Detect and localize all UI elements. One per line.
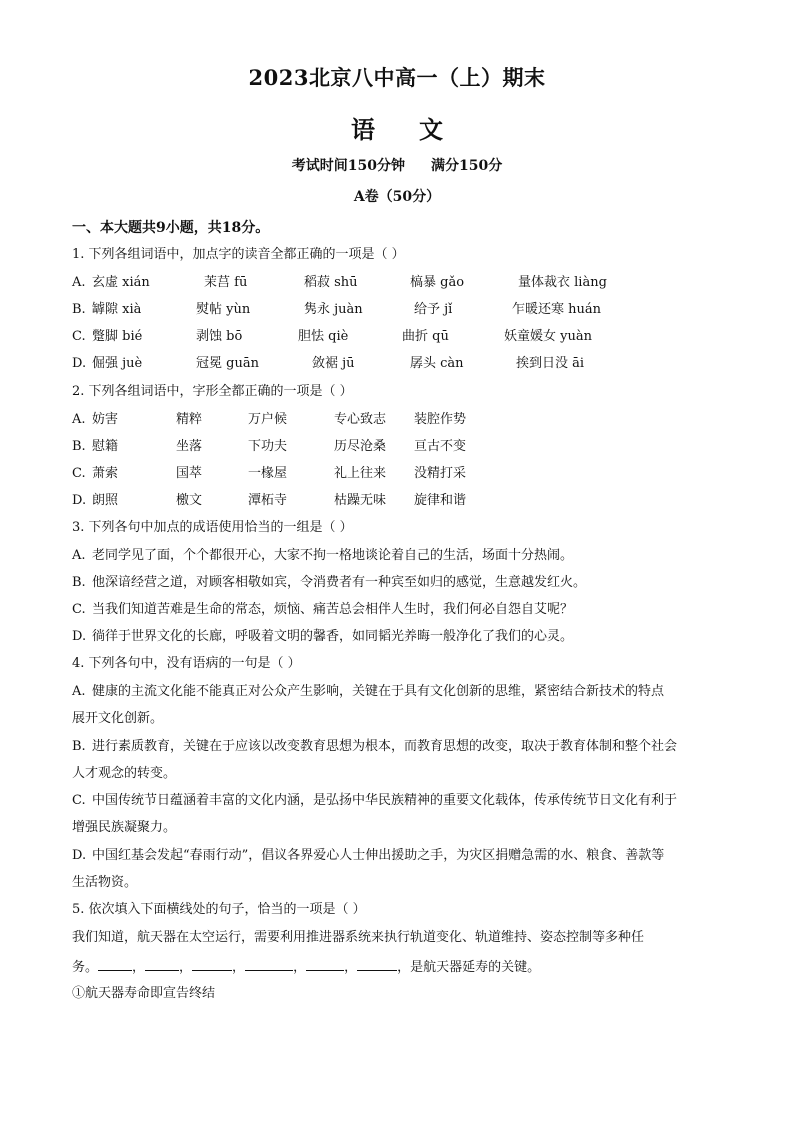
option-item: 一椽屋 bbox=[248, 466, 288, 481]
fill-blank-5 bbox=[306, 957, 344, 971]
option-item: 萧索 bbox=[92, 466, 119, 481]
q4-stem: 4. 下列各句中，没有语病的一句是（ ） bbox=[72, 656, 301, 671]
fill-blank-6 bbox=[357, 957, 397, 971]
q4-option-b-continued: 人才观念的转变。 bbox=[72, 766, 177, 781]
option-item: 罅隙 xià bbox=[92, 302, 142, 317]
option-item: 礼上往来 bbox=[334, 466, 387, 481]
separator: ， bbox=[344, 960, 358, 975]
option-text: 老同学见了面，个个都很开心，大家不拘一格地谈论着自己的生活，场面十分热闹。 bbox=[92, 548, 574, 563]
option-item: 冠冕 guān bbox=[196, 356, 259, 371]
option-label: B. bbox=[72, 439, 86, 454]
option-item: 下功夫 bbox=[248, 439, 288, 454]
option-item: 万户候 bbox=[248, 412, 288, 427]
q5-stem: 5. 依次填入下面横线处的句子，恰当的一项是（ ） bbox=[72, 902, 366, 917]
option-item: 精粹 bbox=[176, 412, 203, 427]
option-label: D. bbox=[72, 356, 87, 371]
option-item: 量体裁衣 liàng bbox=[518, 275, 607, 290]
option-label: D. bbox=[72, 848, 87, 863]
option-item: 装腔作势 bbox=[414, 412, 467, 427]
exam-title: 2023北京八中高一（上）期末 bbox=[248, 65, 546, 90]
passage-text: ，是航天器延寿的关键。 bbox=[397, 960, 541, 975]
q2-stem: 2. 下列各组词语中，字形全都正确的一项是（ ） bbox=[72, 384, 353, 399]
option-item: 稻菽 shū bbox=[304, 275, 358, 290]
option-item: 孱头 càn bbox=[410, 356, 464, 371]
option-item: 檄文 bbox=[176, 493, 203, 508]
option-label: B. bbox=[72, 302, 86, 317]
fill-blank-3 bbox=[192, 957, 232, 971]
fill-blank-2 bbox=[145, 957, 179, 971]
fill-blank-4 bbox=[245, 957, 293, 971]
option-text: 他深谙经营之道，对顾客相敬如宾，令消费者有一种宾至如归的感觉，生意越发红火。 bbox=[92, 575, 587, 590]
option-item: 没精打采 bbox=[414, 466, 467, 481]
option-label: C. bbox=[72, 602, 86, 617]
option-item: 妖童媛女 yuàn bbox=[504, 329, 592, 344]
option-item: 历尽沧桑 bbox=[334, 439, 387, 454]
option-label: A. bbox=[72, 684, 86, 699]
option-text: 中国红基会发起“春雨行动”，倡议各界爱心人士伸出援助之手，为灾区捐赠急需的水、粮食、善款等 bbox=[92, 848, 665, 863]
option-item: 坐落 bbox=[176, 439, 203, 454]
option-label: B. bbox=[72, 575, 86, 590]
option-item: 倔强 juè bbox=[92, 356, 143, 371]
exam-info bbox=[0, 155, 794, 175]
option-item: 蹩脚 bié bbox=[92, 329, 143, 344]
q1-stem: 1. 下列各组词语中，加点字的读音全都正确的一项是（ ） bbox=[72, 247, 405, 262]
option-item: 专心致志 bbox=[334, 412, 387, 427]
paper-part-label: A卷（50分） bbox=[353, 189, 441, 205]
option-item: 曲折 qū bbox=[402, 329, 449, 344]
exam-full-score: 满分150分 bbox=[431, 158, 503, 174]
q4-option-d-continued: 生活物资。 bbox=[72, 875, 138, 890]
option-item: 乍暖还寒 huán bbox=[512, 302, 602, 317]
q5-passage-line1: 我们知道，航天器在太空运行，需要利用推进器系统来执行轨道变化、轨道维持、姿态控制等多种任 bbox=[72, 930, 645, 945]
section-heading: 一、本大题共9小题，共18分。 bbox=[72, 220, 270, 236]
option-item: 玄虚 xián bbox=[92, 275, 150, 290]
separator: ， bbox=[179, 960, 193, 975]
fill-blank-1 bbox=[98, 957, 132, 971]
option-label: A. bbox=[72, 275, 86, 290]
option-label: C. bbox=[72, 466, 86, 481]
option-label: D. bbox=[72, 493, 87, 508]
option-label: C. bbox=[72, 329, 86, 344]
option-text: 当我们知道苦难是生命的常态，烦恼、痛苦总会相伴人生时，我们何必自怨自艾呢？ bbox=[92, 602, 574, 617]
option-label: D. bbox=[72, 629, 87, 644]
option-item: 剥蚀 bō bbox=[196, 329, 243, 344]
separator: ， bbox=[232, 960, 246, 975]
option-item: 熨帖 yùn bbox=[196, 302, 251, 317]
option-text: 中国传统节日蕴涵着丰富的文化内涵，是弘扬中华民族精神的重要文化载体，传承传统节日文化有利于 bbox=[92, 793, 678, 808]
option-item: 槁暴 gǎo bbox=[410, 275, 465, 290]
option-label: C. bbox=[72, 793, 86, 808]
subject-title: 语文 bbox=[351, 115, 487, 144]
option-item: 隽永 juàn bbox=[304, 302, 363, 317]
option-item: 朗照 bbox=[92, 493, 119, 508]
q4-option-c-continued: 增强民族凝聚力。 bbox=[72, 820, 177, 835]
option-text: 进行素质教育，关键在于应该以改变教育思想为根本，而教育思想的改变，取决于教育体制和整个社会 bbox=[92, 739, 678, 754]
exam-time: 考试时间150分钟 bbox=[291, 158, 405, 174]
option-label: A. bbox=[72, 548, 86, 563]
option-item: 旋律和谐 bbox=[414, 493, 467, 508]
option-label: A. bbox=[72, 412, 86, 427]
option-item: 枯躁无味 bbox=[334, 493, 387, 508]
option-item: 茉莒 fū bbox=[204, 275, 248, 290]
option-item: 妨害 bbox=[92, 412, 119, 427]
passage-text: 务。 bbox=[72, 960, 99, 975]
q5-item-1: ①航天器寿命即宣告终结 bbox=[72, 986, 216, 1001]
separator: ， bbox=[132, 960, 146, 975]
option-item: 国萃 bbox=[176, 466, 203, 481]
q3-stem: 3. 下列各句中加点的成语使用恰当的一组是（ ） bbox=[72, 520, 353, 535]
option-text: 健康的主流文化能不能真正对公众产生影响，关键在于具有文化创新的思维，紧密结合新技术的特点 bbox=[92, 684, 665, 699]
option-item: 潭柘寺 bbox=[248, 493, 288, 508]
option-label: B. bbox=[72, 739, 86, 754]
q4-option-a-continued: 展开文化创新。 bbox=[72, 711, 164, 726]
option-item: 挨到日没 āi bbox=[516, 356, 585, 371]
option-item: 慰籍 bbox=[92, 439, 119, 454]
separator: ， bbox=[293, 960, 307, 975]
option-item: 给予 jǐ bbox=[414, 302, 453, 317]
option-text: 徜徉于世界文化的长廊，呼吸着文明的馨香，如同韬光养晦一般净化了我们的心灵。 bbox=[92, 629, 574, 644]
q5-passage-line2 bbox=[72, 957, 732, 977]
option-item: 敛裾 jū bbox=[312, 356, 355, 371]
option-item: 亘古不变 bbox=[414, 439, 467, 454]
option-item: 胆怯 qiè bbox=[298, 329, 349, 344]
